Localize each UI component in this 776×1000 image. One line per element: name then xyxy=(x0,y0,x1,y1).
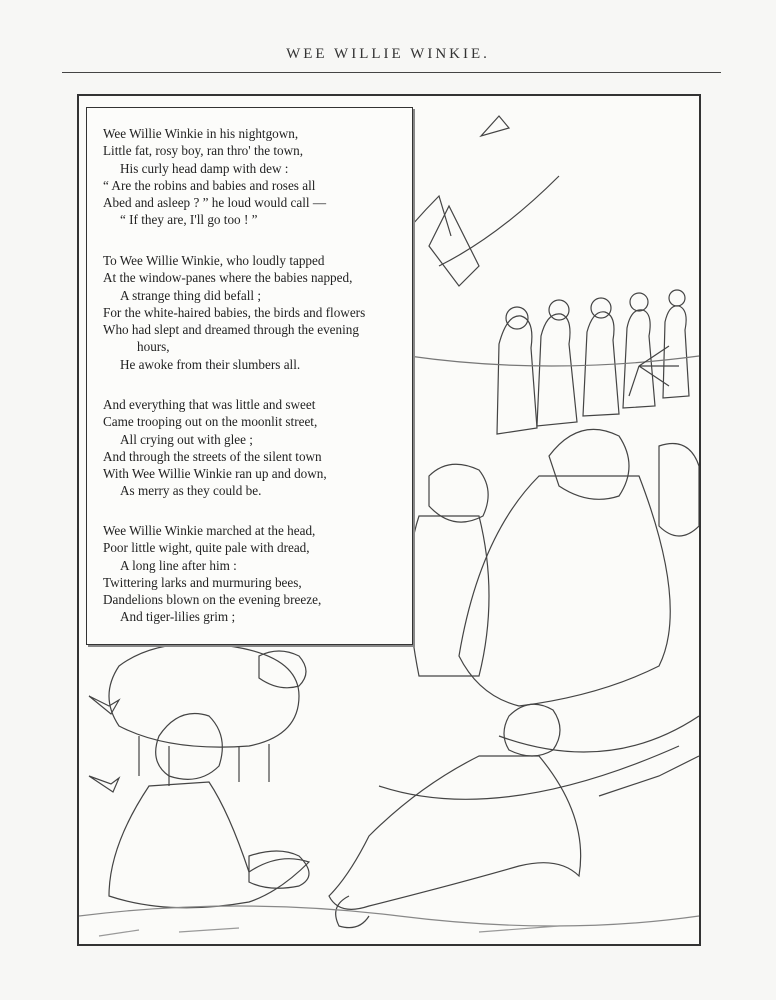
poem-line: And everything that was little and sweet xyxy=(103,397,316,412)
poem-line: And through the streets of the silent town xyxy=(103,448,322,464)
poem-line: Who had slept and dreamed through the evening xyxy=(103,322,359,338)
stanza-4 xyxy=(103,522,321,626)
stanza-1 xyxy=(103,125,326,229)
poem-line: “ If they are, I'll go too ! ” xyxy=(120,212,258,228)
poem-line: For the white-haired babies, the birds and flowers xyxy=(103,304,366,320)
poem-line: Wee Willie Winkie marched at the head, xyxy=(103,523,316,538)
poem-line: At the window-panes where the babies napped, xyxy=(103,270,353,286)
poem-line: A strange thing did befall ; xyxy=(120,287,262,303)
poem-line: Poor little wight, quite pale with dread, xyxy=(103,540,310,556)
poem-line: hours, xyxy=(137,339,170,355)
page-header: WEE WILLIE WINKIE. xyxy=(286,46,490,62)
header-rule xyxy=(62,72,721,73)
poem-line: He awoke from their slumbers all. xyxy=(120,356,301,372)
poem-line: All crying out with glee ; xyxy=(120,431,253,447)
poem-line: Abed and asleep ? ” he loud would call — xyxy=(103,195,327,211)
poem-line: “ Are the robins and babies and roses all xyxy=(103,177,316,193)
poem-line: Twittering larks and murmuring bees, xyxy=(103,574,302,590)
poem-line: Dandelions blown on the evening breeze, xyxy=(103,592,322,608)
poem-line: Little fat, rosy boy, ran thro' the town, xyxy=(103,143,304,159)
poem-line: A long line after him : xyxy=(120,557,237,573)
poem-line: Wee Willie Winkie in his nightgown, xyxy=(103,126,299,141)
stanza-2 xyxy=(103,252,365,373)
poem-text-box xyxy=(86,107,413,645)
poem-line: His curly head damp with dew : xyxy=(120,160,289,176)
poem-line: To Wee Willie Winkie, who loudly tapped xyxy=(103,253,325,268)
poem-line: Came trooping out on the moonlit street, xyxy=(103,414,318,430)
stanza-3 xyxy=(103,396,327,500)
poem-line: And tiger-lilies grim ; xyxy=(120,609,236,625)
poem-line: With Wee Willie Winkie ran up and down, xyxy=(103,466,327,482)
poem-line: As merry as they could be. xyxy=(120,483,262,499)
